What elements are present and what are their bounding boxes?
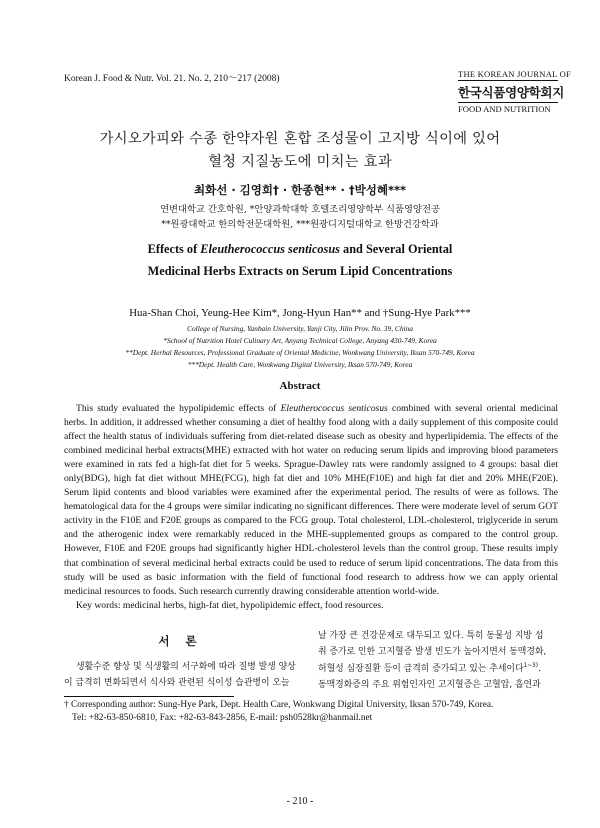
title-en-species: Eleutherococcus senticosus	[200, 242, 340, 256]
affiliation-en-line1: College of Nursing, Yanbain University, Yanji City, Jilin Prov. No. 39, China	[187, 324, 413, 333]
authors-ko: 최화선 · 김영희† · 한종현** · †박성혜***	[193, 183, 406, 197]
title-en-line1	[0, 242, 600, 257]
section-heading-introduction: 서 론	[158, 634, 203, 648]
affiliation-en-line3: **Dept. Herbal Resources, Professional Graduate of Oriental Medicine, Wonkwang University, Iksan 570-749, Korea	[125, 348, 475, 357]
title-ko-line1: 가시오가피와 수종 한약자원 혼합 조성물이 고지방 식이에 있어	[99, 131, 501, 147]
abstract-species: Eleutherococcus senticosus	[280, 403, 388, 414]
keywords: Key words: medicinal herbs, high-fat diet, hypolipidemic effect, food resources.	[76, 599, 384, 611]
title-en-post: and Several Oriental	[339, 242, 453, 256]
body-left-column	[64, 659, 297, 691]
abstract-text-pre: This study evaluated the hypolipidemic effects of	[76, 403, 281, 414]
right-line3-text: 허혈성 심장질환 등이 급격히 증가되고 있는 추세이다	[318, 663, 524, 674]
right-line4: 동맥경화증의 주요 위험인자인 고지혈증은 고혈압, 흡연과	[318, 679, 541, 690]
authors-en: Hua-Shan Choi, Yeung-Hee Kim*, Jong-Hyun Han** and †Sung-Hye Park***	[129, 307, 471, 319]
affiliation-en-line4: ***Dept. Health Care, Wonkwang Digital University, Iksan 570-749, Korea	[187, 360, 413, 369]
footnote-rule	[64, 696, 234, 697]
title-en-pre: Effects of	[147, 242, 201, 256]
right-line2: 취 증가로 인한 고지혈증 발생 빈도가 높아지면서 동맥경화,	[318, 647, 547, 658]
journal-citation: Korean J. Food & Nutr. Vol. 21. No. 2, 210～217 (2008)	[64, 74, 280, 84]
left-line2: 이 급격히 변화되면서 식사와 관련된 식이성 습관병이 오늘	[64, 678, 290, 688]
journal-name-en-top: THE KOREAN JOURNAL OF	[458, 69, 571, 79]
citation-ref: 1~3)	[523, 662, 538, 669]
body-right-column	[318, 628, 558, 693]
title-en-line2: Medicinal Herbs Extracts on Serum Lipid Concentrations	[147, 264, 453, 278]
abstract-heading: Abstract	[279, 380, 321, 392]
journal-name-en-bottom: FOOD AND NUTRITION	[458, 102, 558, 114]
affiliation-en-line2: *School of Nutrition Hotel Culinary Art, Anyang Technical College, Anyang 430-749, Korea	[163, 336, 437, 345]
journal-name-ko: 한국식품영양학회지	[458, 85, 564, 100]
journal-logo	[458, 69, 571, 114]
abstract-paragraph	[64, 402, 558, 599]
right-line3	[318, 661, 558, 677]
footnote-line2: Tel: +82-63-850-6810, Fax: +82-63-843-2856, E-mail: psh0528kr@hanmail.net	[72, 713, 373, 723]
footnote-line1: † Corresponding author: Sung-Hye Park, Dept. Health Care, Wonkwang Digital University, Iksan 570-749, Korea.	[64, 700, 494, 710]
abstract-body	[64, 402, 558, 613]
right-line3-end: .	[537, 663, 541, 674]
title-ko-line2: 혈청 지질농도에 미치는 효과	[208, 154, 392, 170]
footnote	[64, 699, 493, 725]
affiliation-ko-line2: **원광대학교 한의학전문대학원, ***원광디지털대학교 한방건강학과	[161, 219, 439, 230]
abstract-text-post: combined with several oriental medicinal herbs. In addition, it addressed whether consuming a diet of healthy food along with a daily supplement of this composite could affect the health status of individuals suffering from diet-related disease such as obesity and hyperlipidemia. The effects of the combined medicinal herbal extracts(MHE) extracted with hot water on reducing serum lipids and improving blood parameters were examined in rats fed a high-fat diet for 5 weeks. Sprague-Dawley rats were randomly assigned to 4 groups: basal diet only(BDG), high fat diet without MHE(FCG), high fat diet and 10% MHE(F10E) and high fat diet and 20% MHE(F20E). Serum lipid contents and blood variables were examined after the experimental period. The results of were as follows. The hematological data for the 4 groups were similar indicating no significant differences. There were moderate level of serum GOT activity in the F10E and F20E groups as compared to the FCG group. Total cholesterol, LDL-cholesterol, triglyceride in serum and the atherogenic index were remarkably reduced in the MHE-supplemented groups as compared to the control group. However, F10E and F20E groups had significantly higher HDL-cholesterol levels than the control group. These results imply that combination of several medicinal herbal extracts could be used to reduce of serum lipid concentrations. The data from this study will be used as basic information with the field of functional food research to address how we can apply oriental medicinal resources to foods. Such research currently drawing considerable attention world-wide.	[64, 403, 558, 597]
page-number: - 210 -	[286, 796, 314, 807]
left-line1: 생활수준 향상 및 식생활의 서구화에 따라 질병 발생 양상	[76, 662, 296, 672]
affiliation-ko-line1: 연변대학교 간호학원, *안양과학대학 호텔조리영양학부 식품영양전공	[160, 204, 440, 215]
right-line1: 날 가장 큰 건강문제로 대두되고 있다. 특히 동물성 지방 섭	[318, 631, 544, 641]
